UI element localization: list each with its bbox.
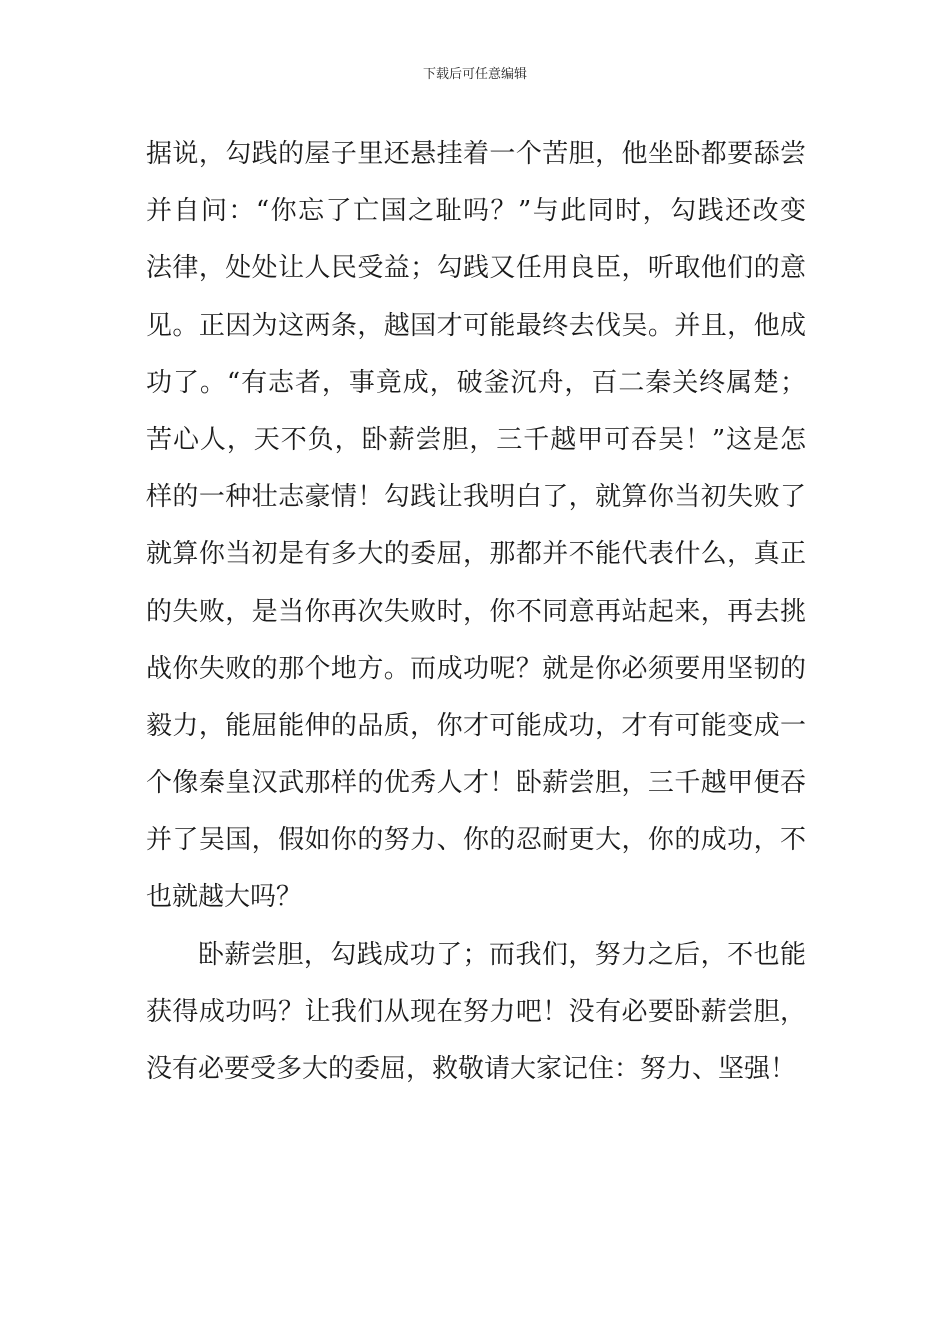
document-body bbox=[146, 126, 806, 1098]
text-line: 卧薪尝胆，勾践成功了；而我们，努力之后，不也能 bbox=[198, 939, 806, 970]
text-line: 没有必要受多大的委屈，救敬请大家记住：努力、坚强！ bbox=[146, 1054, 797, 1084]
text-line: 功了。“有志者，事竟成，破釜沉舟，百二秦关终属楚； bbox=[146, 367, 806, 398]
page-header: 下载后可任意编辑 bbox=[422, 67, 527, 82]
text-line: 苦心人，天不负，卧薪尝胆，三千越甲可吞吴！”这是怎 bbox=[146, 424, 806, 455]
text-line: 样的一种壮志豪情！勾践让我明白了，就算你当初失败了 bbox=[146, 482, 806, 513]
paragraph-2 bbox=[146, 927, 806, 1099]
paragraph-1 bbox=[146, 126, 806, 927]
text-line: 法律，处处让人民受益；勾践又任用良臣，听取他们的意 bbox=[146, 253, 806, 284]
text-line: 获得成功吗？让我们从现在努力吧！没有必要卧薪尝胆， bbox=[146, 996, 806, 1027]
text-line: 战你失败的那个地方。而成功呢？就是你必须要用坚韧的 bbox=[146, 653, 806, 684]
text-line: 据说，勾践的屋子里还悬挂着一个苦胆，他坐卧都要舔尝 bbox=[146, 139, 806, 169]
text-line: 就算你当初是有多大的委屈，那都并不能代表什么，真正 bbox=[146, 539, 806, 570]
text-line: 也就越大吗？ bbox=[146, 882, 303, 913]
text-line: 个像秦皇汉武那样的优秀人才！卧薪尝胆，三千越甲便吞 bbox=[146, 768, 806, 799]
text-line: 的失败，是当你再次失败时，你不同意再站起来，再去挑 bbox=[146, 596, 806, 627]
text-line: 并自问：“你忘了亡国之耻吗？”与此同时，勾践还改变 bbox=[146, 196, 806, 227]
text-line: 并了吴国，假如你的努力、你的忍耐更大，你的成功，不 bbox=[146, 825, 806, 856]
text-line: 见。正因为这两条，越国才可能最终去伐吴。并且，他成 bbox=[146, 310, 806, 341]
text-line: 毅力，能屈能伸的品质，你才可能成功，才有可能变成一 bbox=[146, 710, 806, 741]
